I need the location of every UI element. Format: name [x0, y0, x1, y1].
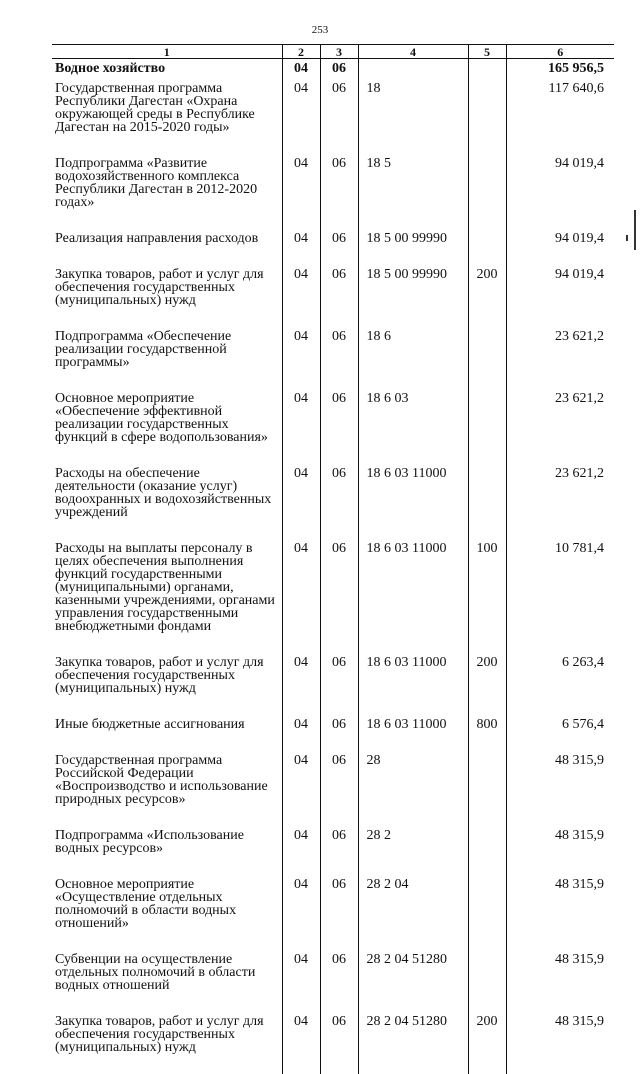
- row-value-cell-4: 18 5: [358, 154, 468, 229]
- row-name-cell: Закупка товаров, работ и услуг для обеспечения государственных (муниципальных) нужд: [52, 1012, 282, 1074]
- row-value-cell-2: 04: [282, 826, 320, 875]
- header-col-5: 5: [468, 45, 506, 59]
- margin-mark: [626, 235, 628, 241]
- margin-mark: [634, 210, 636, 250]
- row-name-cell: Закупка товаров, работ и услуг для обеспечения государственных (муниципальных) нужд: [52, 265, 282, 327]
- table-row: [52, 875, 614, 950]
- row-value-cell-4: 28 2 04 51280: [358, 1012, 468, 1074]
- row-value-cell-4: 28 2 04 51280: [358, 950, 468, 1012]
- row-value-cell-2: 04: [282, 265, 320, 327]
- row-value-cell-4: 18: [358, 79, 468, 154]
- row-value-cell-5: [468, 751, 506, 826]
- row-value-cell-3: 06: [320, 751, 358, 826]
- row-value-cell-2: 04: [282, 464, 320, 539]
- row-value-cell-5: [468, 59, 506, 80]
- row-value-cell-3: 06: [320, 389, 358, 464]
- row-value-cell-3: 06: [320, 327, 358, 389]
- table-row: [52, 715, 614, 751]
- row-value-cell-2: 04: [282, 653, 320, 715]
- row-name-cell: Основное мероприятие «Обеспечение эффективной реализации государственных функций в сфере водопользования»: [52, 389, 282, 464]
- row-name-cell: Иные бюджетные ассигнования: [52, 715, 282, 751]
- page-number: 253: [0, 24, 640, 36]
- table-row: [52, 265, 614, 327]
- row-name-cell: Расходы на выплаты персоналу в целях обеспечения выполнения функций государственными (муниципальными) органами, казенными учреждениями, органами управления государственными внебюджетными фондами: [52, 539, 282, 653]
- row-value-cell-4: 18 6 03 11000: [358, 653, 468, 715]
- row-value-cell-4: 18 6 03 11000: [358, 715, 468, 751]
- row-value-cell-6: 10 781,4: [506, 539, 614, 653]
- row-value-cell-2: 04: [282, 79, 320, 154]
- row-value-cell-4: 18 6 03: [358, 389, 468, 464]
- budget-table: [52, 44, 614, 1074]
- row-value-cell-2: 04: [282, 1012, 320, 1074]
- row-value-cell-5: [468, 327, 506, 389]
- row-value-cell-2: 04: [282, 751, 320, 826]
- row-value-cell-4: 28 2 04: [358, 875, 468, 950]
- row-value-cell-2: 04: [282, 715, 320, 751]
- row-value-cell-4: 28: [358, 751, 468, 826]
- row-value-cell-3: 06: [320, 1012, 358, 1074]
- row-name-cell: Основное мероприятие «Осуществление отдельных полномочий в области водных отношений»: [52, 875, 282, 950]
- table-row: [52, 59, 614, 80]
- row-value-cell-2: 04: [282, 539, 320, 653]
- row-value-cell-2: 04: [282, 229, 320, 265]
- row-value-cell-5: [468, 464, 506, 539]
- row-value-cell-3: 06: [320, 950, 358, 1012]
- table-row: [52, 79, 614, 154]
- row-value-cell-5: 800: [468, 715, 506, 751]
- row-value-cell-6: 48 315,9: [506, 751, 614, 826]
- row-value-cell-5: [468, 154, 506, 229]
- row-value-cell-4: [358, 59, 468, 80]
- table-row: [52, 751, 614, 826]
- row-value-cell-4: 18 5 00 99990: [358, 265, 468, 327]
- header-col-4: 4: [358, 45, 468, 59]
- header-col-3: 3: [320, 45, 358, 59]
- table-row: [52, 826, 614, 875]
- table-row: [52, 327, 614, 389]
- row-value-cell-5: 100: [468, 539, 506, 653]
- table-row: [52, 154, 614, 229]
- row-name-cell: Подпрограмма «Развитие водохозяйственного комплекса Республики Дагестан в 2012-2020 годах»: [52, 154, 282, 229]
- row-value-cell-3: 06: [320, 464, 358, 539]
- header-col-1: 1: [52, 45, 282, 59]
- row-value-cell-4: 18 6 03 11000: [358, 464, 468, 539]
- row-value-cell-2: 04: [282, 154, 320, 229]
- row-value-cell-4: 18 6 03 11000: [358, 539, 468, 653]
- row-value-cell-2: 04: [282, 875, 320, 950]
- row-value-cell-3: 06: [320, 715, 358, 751]
- row-value-cell-4: 18 6: [358, 327, 468, 389]
- row-value-cell-3: 06: [320, 229, 358, 265]
- row-value-cell-6: 165 956,5: [506, 59, 614, 80]
- row-name-cell: Закупка товаров, работ и услуг для обеспечения государственных (муниципальных) нужд: [52, 653, 282, 715]
- row-value-cell-6: 94 019,4: [506, 154, 614, 229]
- row-name-cell: Подпрограмма «Обеспечение реализации государственной программы»: [52, 327, 282, 389]
- row-name-cell: Подпрограмма «Использование водных ресурсов»: [52, 826, 282, 875]
- table-row: [52, 389, 614, 464]
- row-name-cell: Водное хозяйство: [52, 59, 282, 80]
- table-body: [52, 59, 614, 1074]
- table-row: [52, 950, 614, 1012]
- row-value-cell-6: 94 019,4: [506, 229, 614, 265]
- row-value-cell-6: 48 315,9: [506, 1012, 614, 1074]
- row-value-cell-4: 28 2: [358, 826, 468, 875]
- row-name-cell: Субвенции на осуществление отдельных полномочий в области водных отношений: [52, 950, 282, 1012]
- row-value-cell-6: 48 315,9: [506, 950, 614, 1012]
- table-row: [52, 539, 614, 653]
- row-value-cell-6: 48 315,9: [506, 875, 614, 950]
- row-value-cell-3: 06: [320, 154, 358, 229]
- row-value-cell-5: 200: [468, 653, 506, 715]
- row-name-cell: Государственная программа Российской Федерации «Воспроизводство и использование природных ресурсов»: [52, 751, 282, 826]
- row-value-cell-2: 04: [282, 327, 320, 389]
- row-value-cell-3: 06: [320, 265, 358, 327]
- row-value-cell-5: 200: [468, 1012, 506, 1074]
- row-value-cell-5: 200: [468, 265, 506, 327]
- row-value-cell-6: 6 576,4: [506, 715, 614, 751]
- table-header: [52, 45, 614, 59]
- row-value-cell-5: [468, 826, 506, 875]
- row-value-cell-3: 06: [320, 539, 358, 653]
- row-value-cell-2: 04: [282, 389, 320, 464]
- row-name-cell: Государственная программа Республики Дагестан «Охрана окружающей среды в Республике Дагестан на 2015-2020 годы»: [52, 79, 282, 154]
- row-value-cell-3: 06: [320, 59, 358, 80]
- row-value-cell-3: 06: [320, 653, 358, 715]
- row-value-cell-5: [468, 875, 506, 950]
- row-value-cell-6: 94 019,4: [506, 265, 614, 327]
- table-row: [52, 229, 614, 265]
- row-value-cell-3: 06: [320, 79, 358, 154]
- row-value-cell-2: 04: [282, 950, 320, 1012]
- row-value-cell-6: 6 263,4: [506, 653, 614, 715]
- row-value-cell-6: 23 621,2: [506, 464, 614, 539]
- row-value-cell-3: 06: [320, 826, 358, 875]
- row-value-cell-4: 18 5 00 99990: [358, 229, 468, 265]
- row-value-cell-5: [468, 950, 506, 1012]
- row-value-cell-5: [468, 229, 506, 265]
- row-value-cell-5: [468, 79, 506, 154]
- row-value-cell-2: 04: [282, 59, 320, 80]
- header-col-6: 6: [506, 45, 614, 59]
- row-name-cell: Реализация направления расходов: [52, 229, 282, 265]
- table-row: [52, 464, 614, 539]
- row-value-cell-3: 06: [320, 875, 358, 950]
- table-row: [52, 1012, 614, 1074]
- row-value-cell-6: 117 640,6: [506, 79, 614, 154]
- row-value-cell-6: 48 315,9: [506, 826, 614, 875]
- header-col-2: 2: [282, 45, 320, 59]
- row-value-cell-6: 23 621,2: [506, 389, 614, 464]
- row-name-cell: Расходы на обеспечение деятельности (оказание услуг) водоохранных и водохозяйственных учреждений: [52, 464, 282, 539]
- row-value-cell-5: [468, 389, 506, 464]
- row-value-cell-6: 23 621,2: [506, 327, 614, 389]
- table-row: [52, 653, 614, 715]
